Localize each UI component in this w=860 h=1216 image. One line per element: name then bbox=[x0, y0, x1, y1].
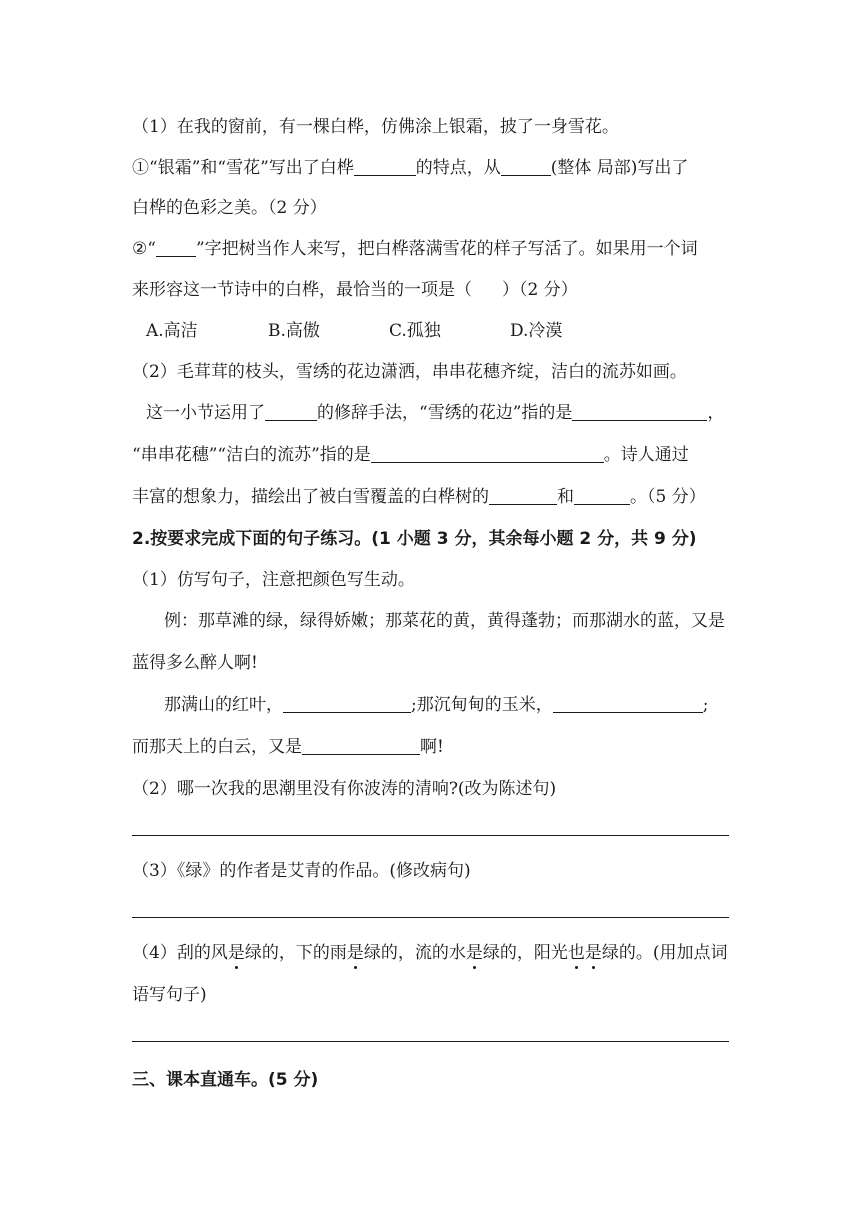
answer-line[interactable] bbox=[132, 1041, 729, 1042]
q1-2-line4: 丰富的想象力，描绘出了被白雪覆盖的白桦树的 和 。（5 分） bbox=[132, 487, 706, 507]
q1-2-line2: 这一小节运用了 的修辞手法，“雪绣的花边”指的是 ， bbox=[146, 403, 725, 423]
q1-1-sub2-line1: ②“ ”字把树当作人来写，把白桦落满雪花的样子写活了。如果用一个词 bbox=[132, 239, 698, 259]
option-c[interactable]: C.孤独 bbox=[389, 321, 441, 341]
q2-s3-prompt: （3）《绿》的作者是艾青的作品。(修改病句) bbox=[132, 861, 471, 881]
q1-1-sub1-line2: 白桦的色彩之美。（2 分） bbox=[132, 198, 327, 218]
q1-1-sub1-line1: ①“银霜”和“雪花”写出了白桦 的特点，从 (整体 局部)写出了 bbox=[132, 158, 689, 178]
answer-blank[interactable] bbox=[265, 402, 317, 421]
dotted-word: 是 bbox=[465, 943, 483, 963]
answer-blank[interactable] bbox=[572, 402, 707, 421]
q2-s1-answer-line1: 那满山的红叶， ;那沉甸甸的玉米， ; bbox=[164, 695, 709, 715]
option-a[interactable]: A.高洁 bbox=[146, 321, 198, 341]
q2-s2-prompt: （2）哪一次我的思潮里没有你波涛的清响?(改为陈述句) bbox=[132, 779, 557, 799]
option-d[interactable]: D.冷漠 bbox=[510, 321, 563, 341]
answer-blank[interactable] bbox=[553, 694, 703, 713]
q2-s4-prompt-line1: （4）刮的风是绿的，下的雨是绿的，流的水是绿的，阳光也是绿的。(用加点词 bbox=[132, 943, 728, 963]
answer-blank[interactable] bbox=[501, 157, 551, 176]
q2-s1-title: （1）仿写句子，注意把颜色写生动。 bbox=[132, 570, 415, 590]
answer-blank[interactable] bbox=[302, 736, 420, 755]
q2-s4-prompt-line2: 语写句子) bbox=[132, 985, 207, 1005]
answer-blank[interactable] bbox=[574, 486, 630, 505]
q2-s1-example-line2: 蓝得多么醉人啊! bbox=[132, 653, 258, 673]
dotted-word: 是 bbox=[227, 943, 245, 963]
answer-line[interactable] bbox=[132, 835, 729, 836]
q2-s1-example-line1: 例：那草滩的绿，绿得娇嫩；那菜花的黄，黄得蓬勃；而那湖水的蓝，又是 bbox=[164, 611, 725, 631]
answer-line[interactable] bbox=[132, 917, 729, 918]
answer-blank[interactable] bbox=[489, 486, 557, 505]
answer-blank[interactable] bbox=[371, 444, 604, 463]
answer-blank[interactable] bbox=[354, 157, 416, 176]
answer-blank[interactable] bbox=[156, 238, 196, 257]
q1-1-poem-line: （1）在我的窗前，有一棵白桦，仿佛涂上银霜，披了一身雪花。 bbox=[132, 117, 619, 137]
q1-2-line3: “串串花穗”“洁白的流苏”指的是 。诗人通过 bbox=[132, 445, 689, 465]
q3-title: 三、课本直通车。(5 分) bbox=[132, 1070, 319, 1090]
answer-blank[interactable] bbox=[283, 694, 411, 713]
option-b[interactable]: B.高傲 bbox=[268, 321, 320, 341]
q2-s1-answer-line2: 而那天上的白云，又是 啊! bbox=[132, 737, 444, 757]
dotted-word: 是 bbox=[584, 943, 602, 963]
q1-1-sub2-line2: 来形容这一节诗中的白桦，最恰当的一项是（ ）（2 分） bbox=[132, 280, 578, 300]
q1-2-poem-line: （2）毛茸茸的枝头，雪绣的花边潇洒，串串花穗齐绽，洁白的流苏如画。 bbox=[132, 362, 687, 382]
dotted-word: 也 bbox=[567, 943, 585, 963]
dotted-word: 是 bbox=[346, 943, 364, 963]
q2-title: 2.按要求完成下面的句子练习。(1 小题 3 分，其余每小题 2 分，共 9 分) bbox=[132, 529, 697, 549]
